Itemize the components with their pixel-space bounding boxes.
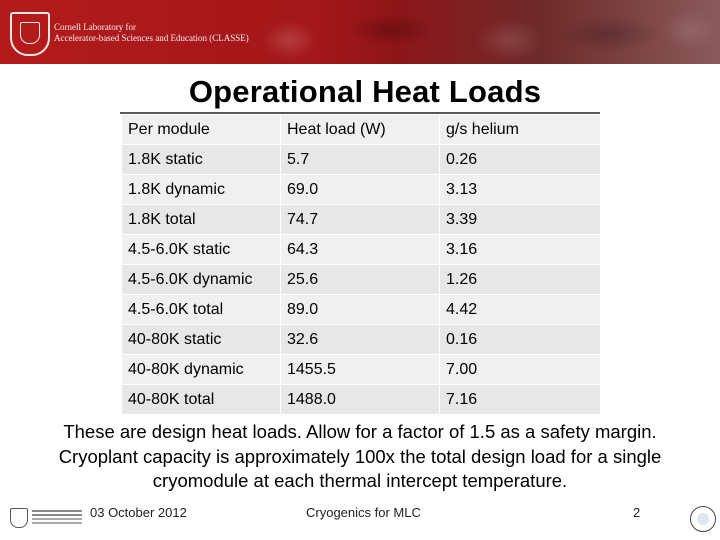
- notes-line: These are design heat loads. Allow for a factor of 1.5 as a safety margin.: [63, 421, 657, 442]
- page-number: 2: [633, 505, 641, 520]
- table-cell: 3.39: [440, 205, 601, 235]
- table-cell: 1455.5: [281, 355, 440, 385]
- table-row: [122, 385, 601, 415]
- table-row: [122, 235, 601, 265]
- accelerator-photo: [250, 0, 720, 64]
- table-cell: 1488.0: [281, 385, 440, 415]
- table-row: [122, 265, 601, 295]
- table-cell: 3.16: [440, 235, 601, 265]
- cornell-footer-logo-icon: [10, 506, 84, 528]
- table-row: [122, 325, 601, 355]
- table-cell: 0.16: [440, 325, 601, 355]
- table-cell: 7.16: [440, 385, 601, 415]
- org-name: [54, 22, 249, 44]
- table-cell: 1.8K total: [122, 205, 281, 235]
- table-cell: 40-80K dynamic: [122, 355, 281, 385]
- table-cell: 4.5-6.0K static: [122, 235, 281, 265]
- header-banner: [0, 0, 720, 64]
- notes-line: Cryoplant capacity is approximately 100x the total design load for a single: [58, 445, 662, 467]
- table-cell: 74.7: [281, 205, 440, 235]
- heat-load-table: [121, 114, 601, 415]
- table-cell: 25.6: [281, 265, 440, 295]
- notes-paragraph: [0, 420, 720, 494]
- table-cell: 4.5-6.0K dynamic: [122, 265, 281, 295]
- table-cell: 1.8K dynamic: [122, 175, 281, 205]
- table-cell: 3.13: [440, 175, 601, 205]
- notes-line: cryomodule at each thermal intercept temperature.: [152, 470, 568, 491]
- table-row: [122, 145, 601, 175]
- table-cell: 89.0: [281, 295, 440, 325]
- table-cell: 7.00: [440, 355, 601, 385]
- table-cell: 5.7: [281, 145, 440, 175]
- slide-title: Operational Heat Loads: [188, 74, 542, 109]
- table-cell: 4.5-6.0K total: [122, 295, 281, 325]
- column-header: Heat load (W): [281, 115, 440, 145]
- table-cell: 40-80K static: [122, 325, 281, 355]
- cornell-seal-icon: [10, 12, 50, 56]
- table-cell: 4.42: [440, 295, 601, 325]
- column-header: g/s helium: [440, 115, 601, 145]
- org-line-1: Cornell Laboratory for: [54, 22, 136, 32]
- table-cell: 32.6: [281, 325, 440, 355]
- table-row: [122, 355, 601, 385]
- footer-title: Cryogenics for MLC: [306, 505, 421, 520]
- table-cell: 40-80K total: [122, 385, 281, 415]
- column-header: Per module: [122, 115, 281, 145]
- mini-seal-icon: [10, 508, 28, 528]
- table-cell: 1.8K static: [122, 145, 281, 175]
- table-cell: 64.3: [281, 235, 440, 265]
- table-cell: 1.26: [440, 265, 601, 295]
- table-row: [122, 295, 601, 325]
- lab-logo-icon: [690, 506, 716, 532]
- table-header-row: [122, 115, 601, 145]
- mini-logo-text: [32, 510, 82, 512]
- table-row: [122, 175, 601, 205]
- table-row: [122, 205, 601, 235]
- footer-date: 03 October 2012: [90, 505, 187, 520]
- org-line-2: Accelerator-based Sciences and Education (CLASSE): [54, 33, 249, 43]
- table-cell: 69.0: [281, 175, 440, 205]
- table-cell: 0.26: [440, 145, 601, 175]
